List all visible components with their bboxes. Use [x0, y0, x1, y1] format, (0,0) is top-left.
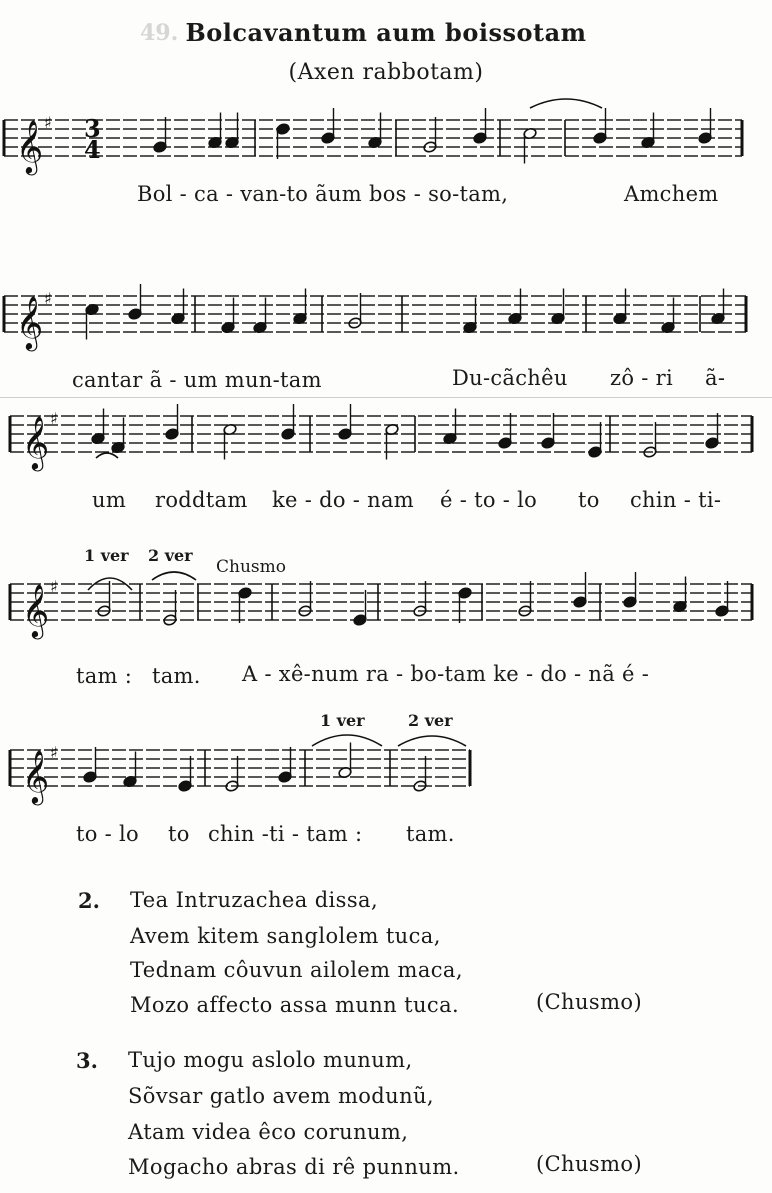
sharp-icon: ♯ — [44, 289, 52, 308]
slur — [530, 99, 602, 108]
treble-clef-icon: 𝄞 — [22, 583, 50, 637]
lyric-word: um — [92, 488, 127, 512]
verse-number: 2. — [78, 888, 100, 913]
volta-bracket — [312, 735, 382, 746]
lyric-line: cantar ã - um mun-tam — [72, 368, 322, 392]
sharp-icon: ♯ — [50, 409, 58, 428]
lyric-word: to — [578, 488, 600, 512]
lyric-word: Du-cãchêu — [452, 366, 568, 390]
treble-clef-icon: 𝄞 — [22, 749, 50, 803]
verse-number: 3. — [76, 1048, 98, 1073]
lyric-word: tam : — [76, 664, 133, 688]
lyric-word: chin - ti- — [630, 488, 722, 512]
volta-label: 2 ver — [408, 711, 453, 730]
lyric-line: A - xê-num ra - bo-tam ke - do - nã é - — [242, 662, 650, 686]
lyric-word: ã- — [705, 366, 726, 390]
sharp-icon: ♯ — [50, 743, 58, 762]
volta-bracket — [398, 736, 466, 746]
lyric-word: to — [168, 822, 190, 846]
volta-bracket — [152, 572, 196, 580]
treble-clef-icon: 𝄞 — [16, 119, 44, 173]
song-number: 49. — [140, 20, 179, 46]
song-title: Bolcavantum aum boissotam — [185, 18, 587, 47]
verse-line: Tea Intruzachea dissa, — [130, 888, 379, 912]
chorus-label: Chusmo — [216, 557, 286, 577]
lyric-word: roddtam — [155, 488, 248, 512]
verse-line: Tednam côuvun ailolem maca, — [130, 958, 463, 982]
page-fold-line — [0, 397, 772, 398]
volta-label: 1 ver — [320, 711, 365, 730]
lyric-word: to - lo — [76, 822, 139, 846]
treble-clef-icon: 𝄞 — [16, 295, 44, 349]
treble-clef-icon: 𝄞 — [22, 415, 50, 469]
lyric-word: é - to - lo — [440, 488, 538, 512]
lyric-word: zô - ri — [610, 366, 674, 390]
volta-label: 2 ver — [148, 546, 193, 565]
lyric-word: ke - do - nam — [272, 488, 414, 512]
volta-label: 1 ver — [84, 546, 129, 565]
sharp-icon: ♯ — [44, 113, 52, 132]
verse-line: Atam videa êco corunum, — [128, 1120, 409, 1144]
time-signature-bottom: 4 — [84, 135, 101, 164]
verse-line: Mozo affecto assa munn tuca. — [130, 993, 460, 1017]
lyric-word: Amchem — [624, 182, 719, 206]
verse-line: Sõvsar gatlo avem modunũ, — [128, 1084, 434, 1108]
lyric-word: tam. — [152, 664, 201, 688]
lyric-word: tam. — [406, 822, 455, 846]
verse-line: Tujo mogu aslolo munum, — [128, 1048, 413, 1072]
verse-refrain: (Chusmo) — [536, 990, 643, 1014]
lyric-word: chin -ti - tam : — [208, 822, 363, 846]
sharp-icon: ♯ — [50, 577, 58, 596]
song-subtitle: (Axen rabbotam) — [288, 60, 484, 85]
verse-line: Mogacho abras di rê punnum. — [128, 1155, 460, 1179]
time-signature-top: 3 — [84, 114, 101, 143]
verse-line: Avem kitem sanglolem tuca, — [130, 924, 441, 948]
verse-refrain: (Chusmo) — [536, 1152, 643, 1176]
lyric-line: Bol - ca - van-to ãum bos - so-tam, — [137, 182, 509, 206]
slur — [96, 453, 118, 458]
